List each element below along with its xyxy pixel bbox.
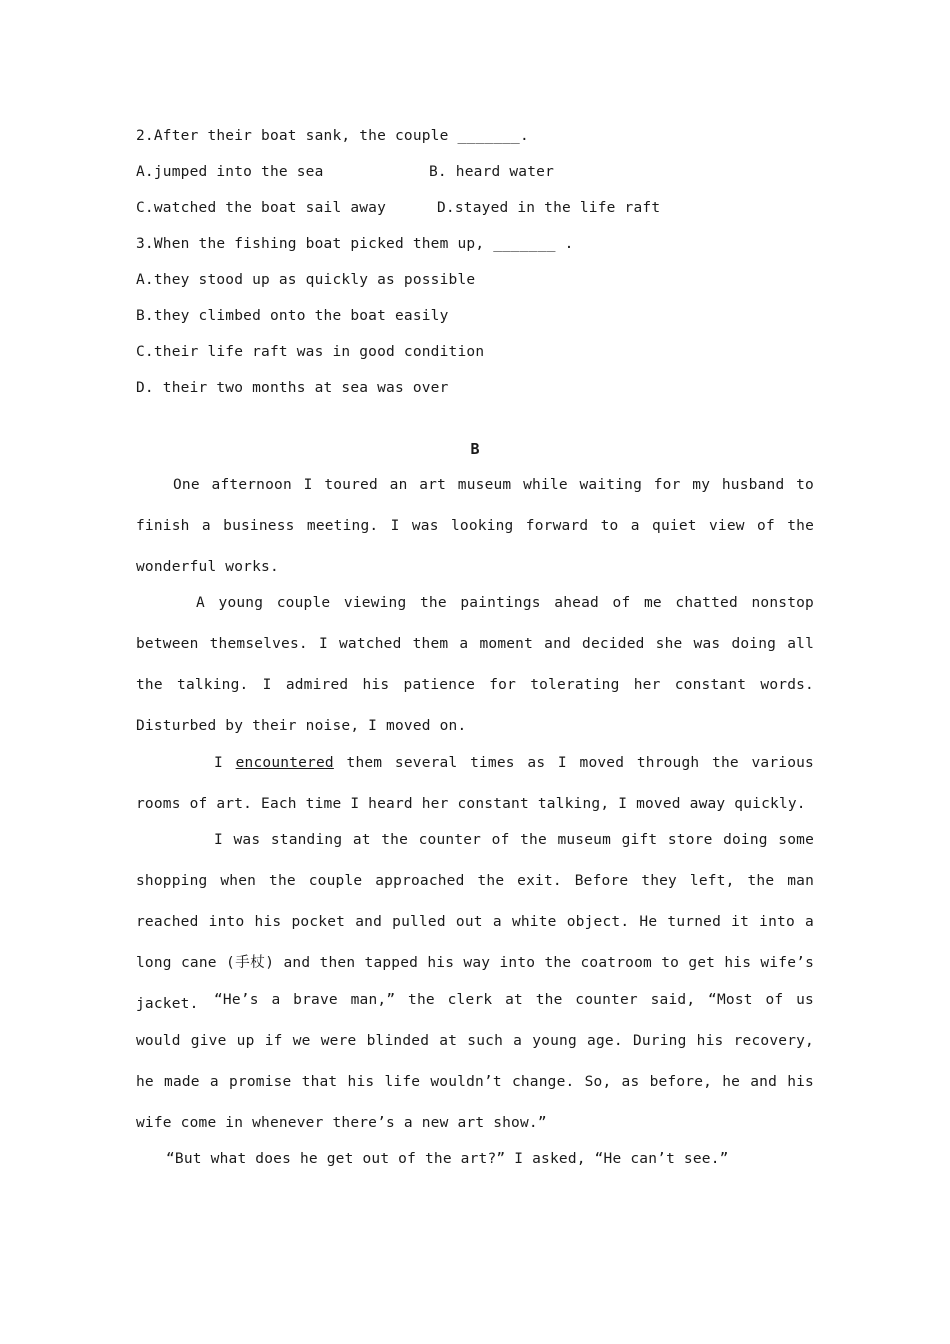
question-2-option-c: C.watched the boat sail away: [136, 200, 387, 216]
question-3-option-a: A.they stood up as quickly as possible: [136, 272, 476, 288]
passage-paragraph-4: I was standing at the counter of the museum gift store doing some shopping when the couple approached the exit. Before they left, the man reached into his pocket and pulled out a white object. He turned it into a long cane (手杖) and then tapped his way into the coatroom to get his wife’s jacket.: [136, 832, 814, 1012]
question-2-option-b: B. heard water: [429, 164, 555, 180]
underlined-vocabulary-word: encountered: [235, 755, 334, 771]
passage-paragraph-5: “He’s a brave man,” the clerk at the counter said, “Most of us would give up if we were blinded at such a young age. During his recovery, he made a promise that his life wouldn’t change. So, as before, he and his wife come in whenever there’s a new art show.”: [136, 992, 814, 1131]
question-3-stem: 3.When the fishing boat picked them up, _______ .: [136, 236, 574, 252]
question-3-option-c: C.their life raft was in good condition: [136, 344, 485, 360]
question-2-option-a: A.jumped into the sea: [136, 164, 324, 180]
section-b-title: B: [470, 440, 480, 458]
passage-paragraph-1: One afternoon I toured an art museum while waiting for my husband to finish a business meeting. I was looking forward to a quiet view of the wonderful works.: [136, 477, 814, 575]
paragraph-3-start: I: [214, 755, 236, 771]
question-2-option-d: D.stayed in the life raft: [437, 200, 661, 216]
passage-paragraph-6: “But what does he get out of the art?” I asked, “He can’t see.”: [166, 1151, 729, 1167]
passage-paragraph-3: [136, 743, 814, 825]
question-3-option-b: B.they climbed onto the boat easily: [136, 308, 449, 324]
question-3-option-d: D. their two months at sea was over: [136, 380, 449, 396]
passage-paragraph-2: A young couple viewing the paintings ahead of me chatted nonstop between themselves. I watched them a moment and decided she was doing all the talking. I admired his patience for tolerating her constant words. Disturbed by their noise, I moved on.: [136, 595, 814, 734]
paragraph-3-rest: them several times as I moved through the various rooms of art. Each time I heard her constant talking, I moved away quickly.: [136, 755, 814, 812]
question-2-stem: 2.After their boat sank, the couple _______.: [136, 128, 529, 144]
